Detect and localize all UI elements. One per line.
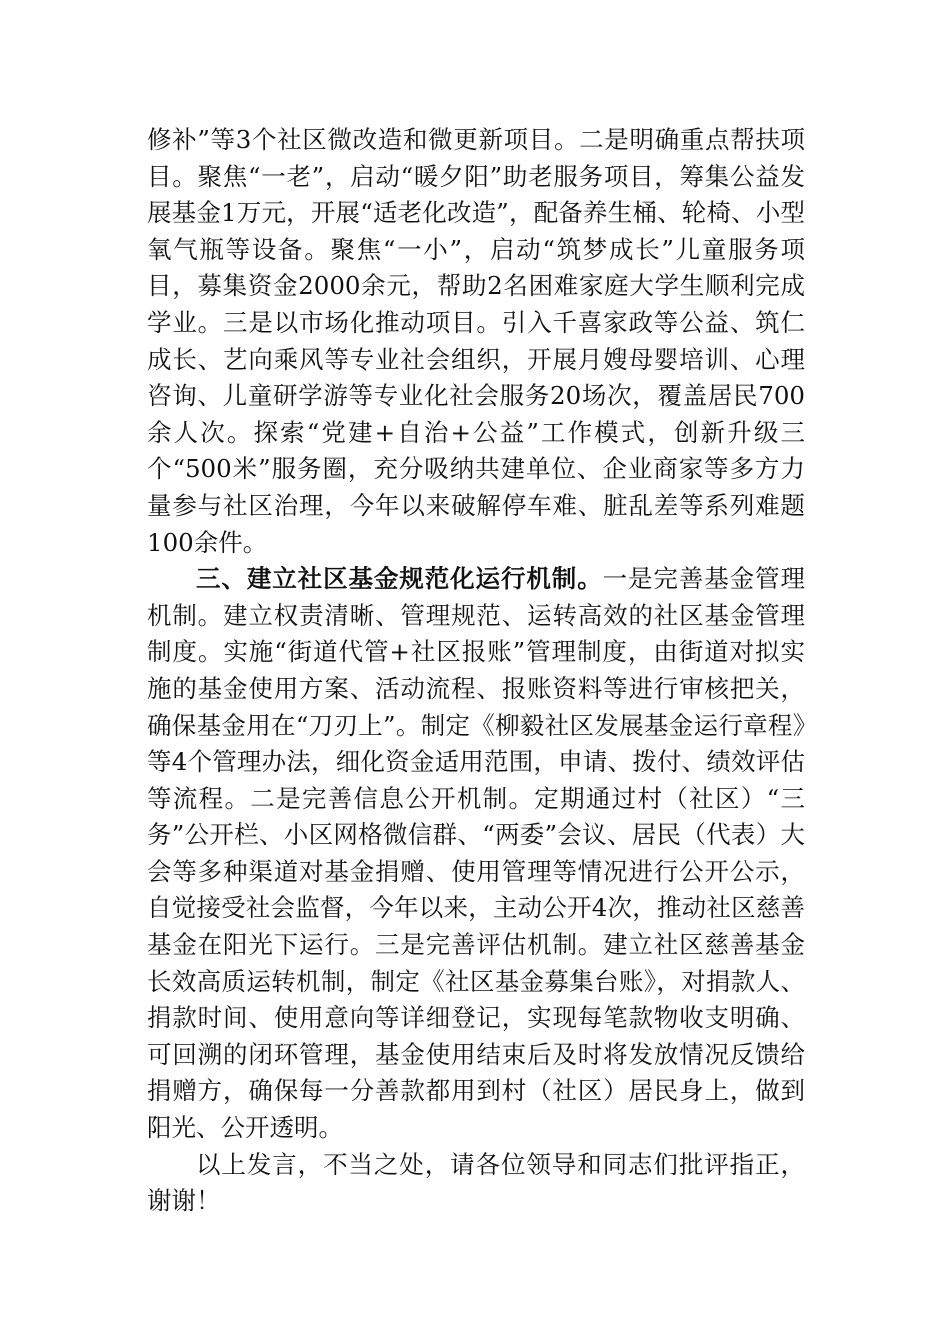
- paragraph-section-3: [147, 561, 805, 1147]
- paragraph-continued: 修补”等3个社区微改造和微更新项目。二是明确重点帮扶项目。聚焦“一老”，启动“暖夕阳”助老服务项目，筹集公益发展基金1万元，开展“适老化改造”，配备养生桶、轮椅、小型氧气瓶等设备。聚焦“一小”，启动“筑梦成长”儿童服务项目，募集资金2000余元，帮助2名困难家庭大学生顺利完成学业。三是以市场化推动项目。引入千喜家政等公益、筑仁成长、艺向乘风等专业社会组织，开展月嫂母婴培训、心理咨询、儿童研学游等专业化社会服务20场次，覆盖居民700余人次。探索“党建+自治+公益”工作模式，创新升级三个“500米”服务圈，充分吸纳共建单位、企业商家等多方力量参与社区治理，今年以来破解停车难、脏乱差等系列难题100余件。: [147, 125, 805, 557]
- section-3-heading: 三、建立社区基金规范化运行机制。: [196, 564, 603, 594]
- document-body: [147, 122, 805, 1220]
- closing-paragraph: 以上发言，不当之处，请各位领导和同志们批评指正，谢谢！: [147, 1149, 805, 1216]
- section-3-body: 一是完善基金管理机制。建立权责清晰、管理规范、运转高效的社区基金管理制度。实施“街道代管+社区报账”管理制度，由街道对拟实施的基金使用方案、活动流程、报账资料等进行审核把关，确保基金用在“刀刃上”。制定《柳毅社区发展基金运行章程》等4个管理办法，细化资金适用范围，申请、拨付、绩效评估等流程。二是完善信息公开机制。定期通过村（社区）“三务”公开栏、小区网格微信群、“两委”会议、居民（代表）大会等多种渠道对基金捐赠、使用管理等情况进行公开公示，自觉接受社会监督，今年以来，主动公开4次，推动社区慈善基金在阳光下运行。三是完善评估机制。建立社区慈善基金长效高质运转机制，制定《社区基金募集台账》，对捐款人、捐款时间、使用意向等详细登记，实现每笔款物收支明确、可回溯的闭环管理，基金使用结束后及时将发放情况反馈给捐赠方，确保每一分善款都用到村（社区）居民身上，做到阳光、公开透明。: [147, 564, 805, 1143]
